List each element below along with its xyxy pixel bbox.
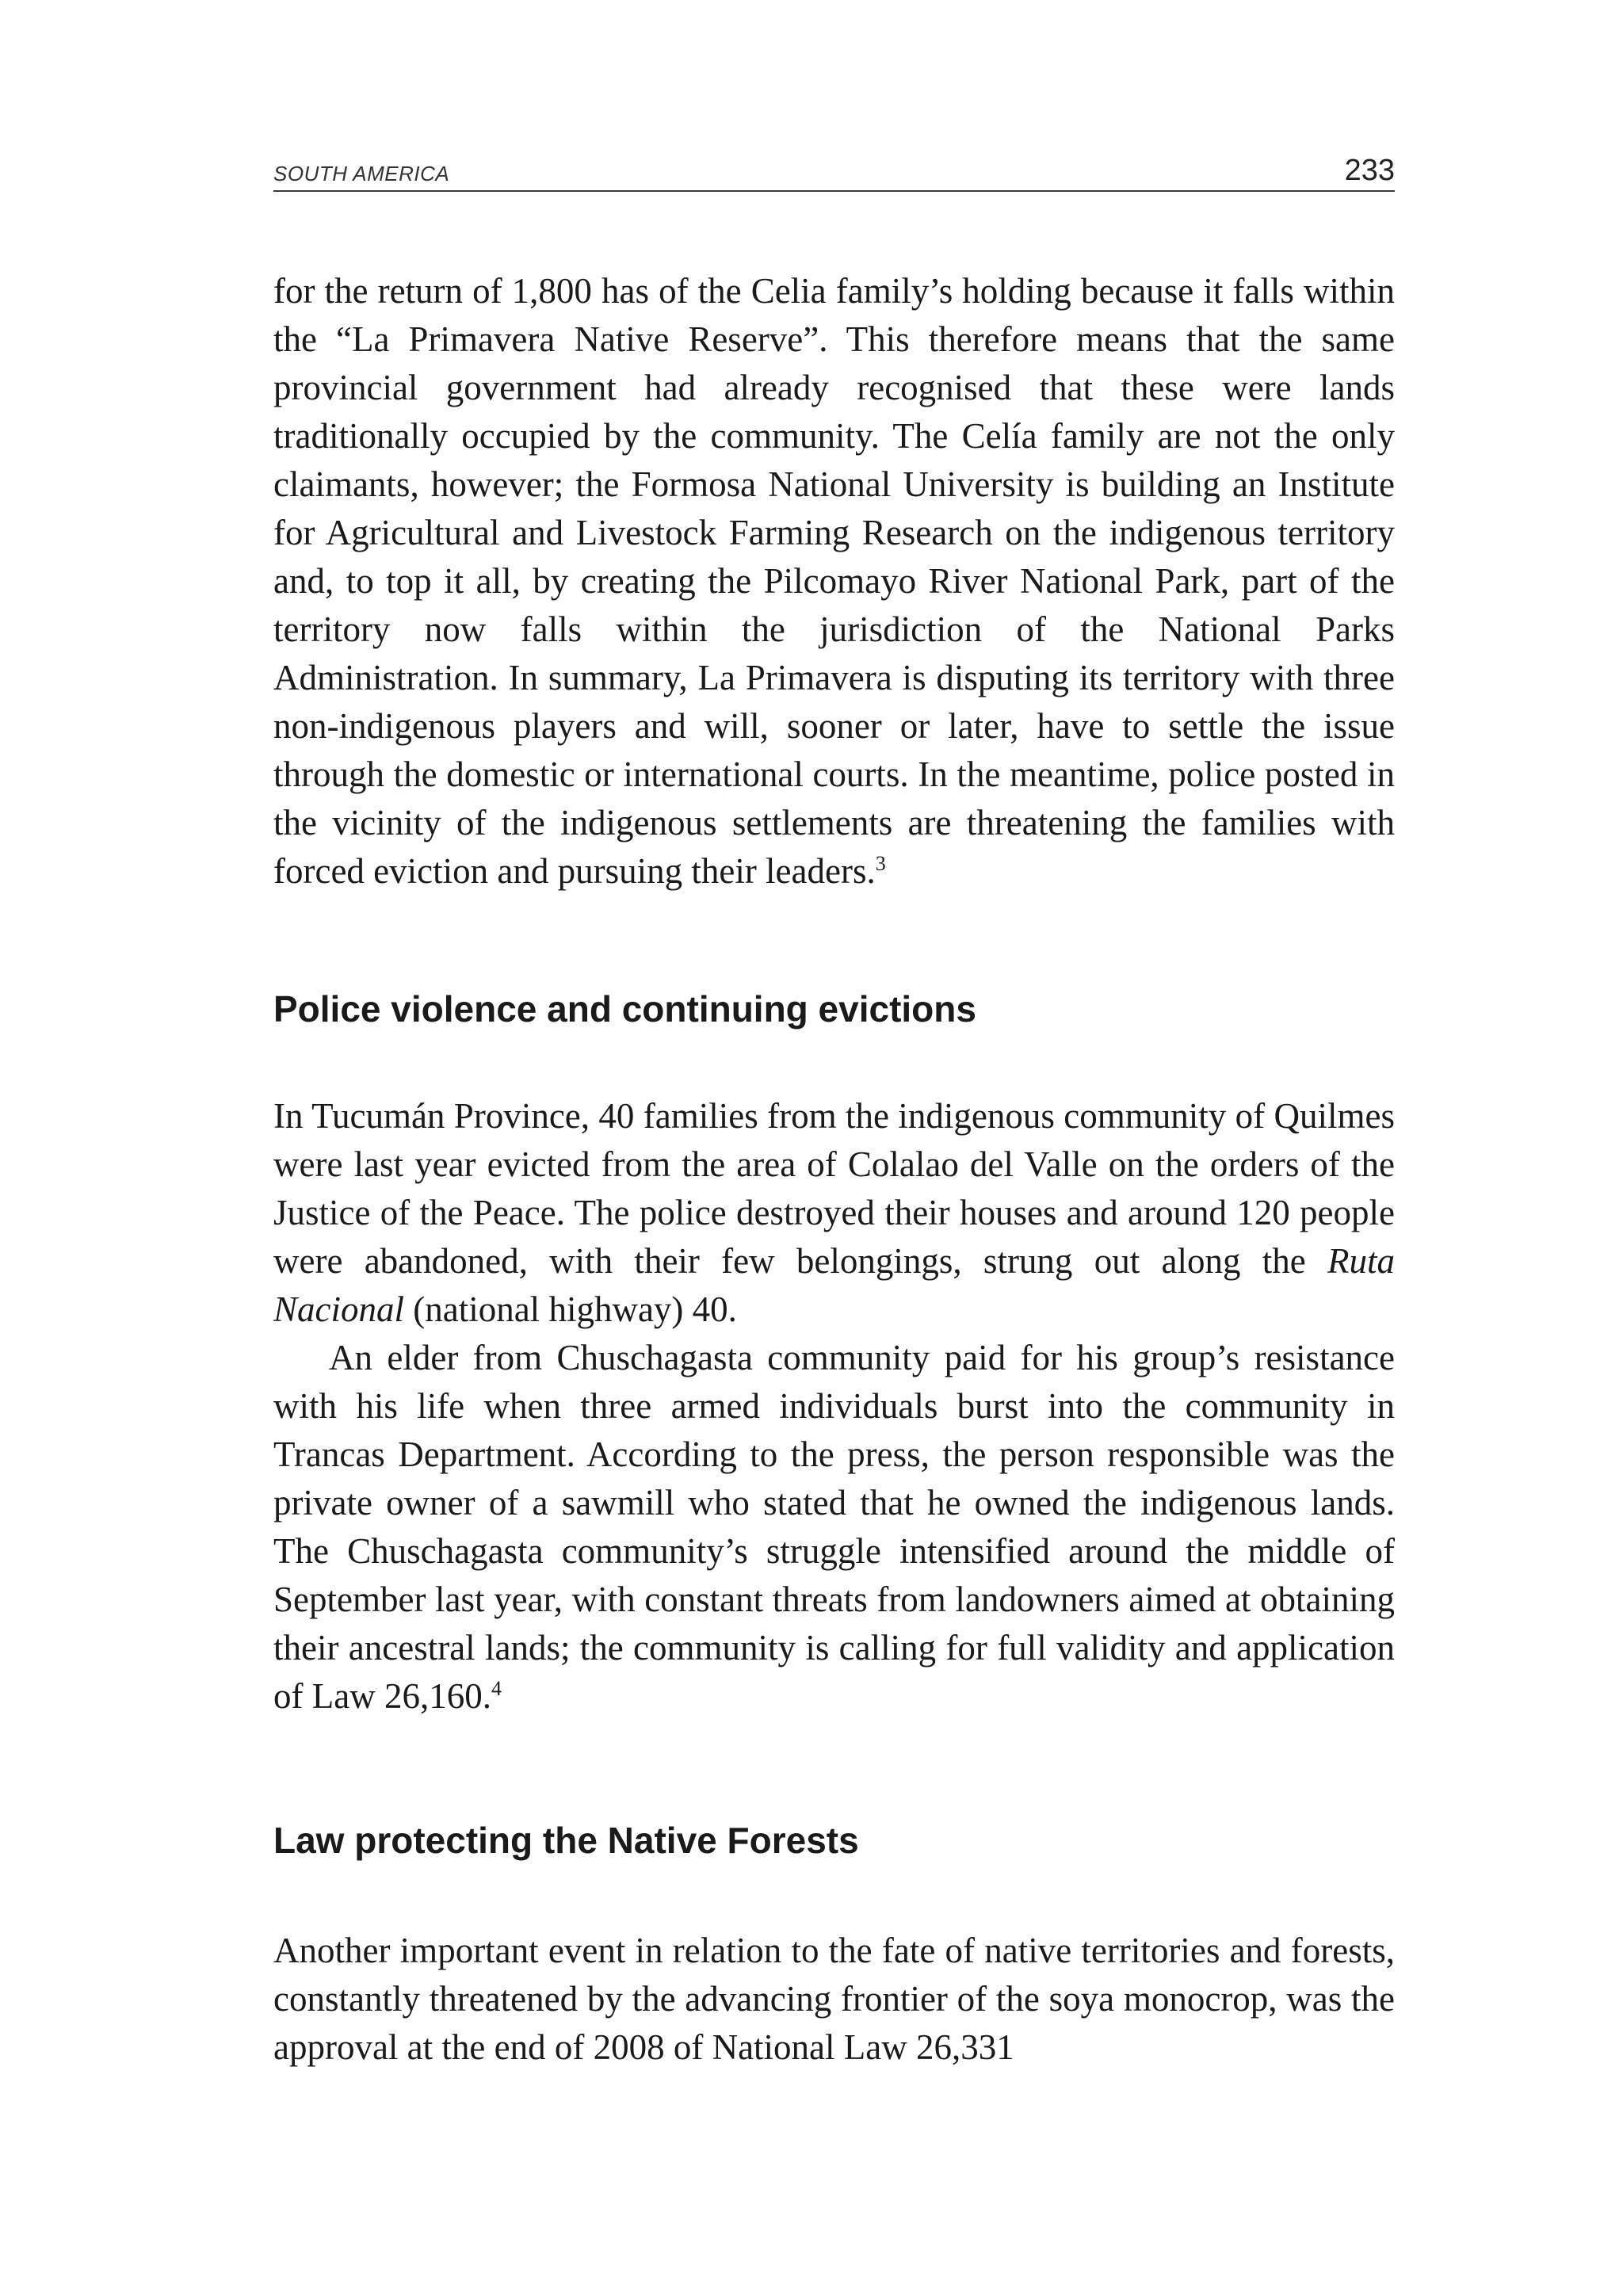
paragraph <box>273 1927 1395 2072</box>
footnote-ref[interactable]: 4 <box>491 1677 502 1700</box>
paragraph-text: (national highway) 40. <box>404 1289 737 1329</box>
paragraph-text: In Tucumán Province, 40 families from the indigenous community of Quilmes were last year evicted from the area of Colalao del Valle on the orders of the Justice of the Peace. The police destroyed their houses and around 120 people were abandoned, with their few belongings, strung out along the <box>273 1096 1395 1281</box>
running-title: SOUTH AMERICA <box>273 162 450 185</box>
page-number: 233 <box>1344 154 1395 187</box>
section-heading: Police violence and continuing evictions <box>273 988 976 1030</box>
paragraph <box>273 1334 1395 1721</box>
document-page <box>273 151 1395 2072</box>
section-heading: Law protecting the Native Forests <box>273 1820 859 1861</box>
paragraph-text: Another important event in relation to the fate of native territories and forests, constantly threatened by the advancing frontier of the soya monocrop, was the approval at the end of 2008 of National Law 26,331 <box>273 1931 1395 2067</box>
running-header <box>273 151 1395 192</box>
paragraph-text: An elder from Chuschagasta community paid for his group’s resistance with his life when three armed individuals burst into the community in Trancas Department. According to the press, the person responsible was the private owner of a sawmill who stated that he owned the indigenous lands. The Chuschagasta community’s struggle intensified around the middle of September last year, with constant threats from landowners aimed at obtaining their ancestral lands; the community is calling for full validity and application of Law 26,160. <box>273 1338 1395 1716</box>
footnote-ref[interactable]: 3 <box>875 852 886 875</box>
paragraph <box>273 267 1395 896</box>
paragraph-text: for the return of 1,800 has of the Celia family’s holding because it falls within the “La Primavera Native Reserve”. This therefore means that the same provincial government had already recognised that these were lands traditionally occupied by the community. The Celía family are not the only claimants, however; the Formosa National University is building an Institute for Agricultural and Livestock Farming Research on the indigenous territory and, to top it all, by creating the Pilcomayo River National Park, part of the territory now falls within the jurisdiction of the National Parks Administration. In summary, La Primavera is disputing its territory with three non-indigenous players and will, sooner or later, have to settle the issue through the domestic or international courts. In the meantime, police posted in the vicinity of the indigenous settlements are threatening the families with forced eviction and pursuing their leaders. <box>273 271 1395 891</box>
body-text <box>273 267 1395 2072</box>
italic-term: Ruta Nacional <box>273 1241 1395 1329</box>
paragraph <box>273 1092 1395 1334</box>
